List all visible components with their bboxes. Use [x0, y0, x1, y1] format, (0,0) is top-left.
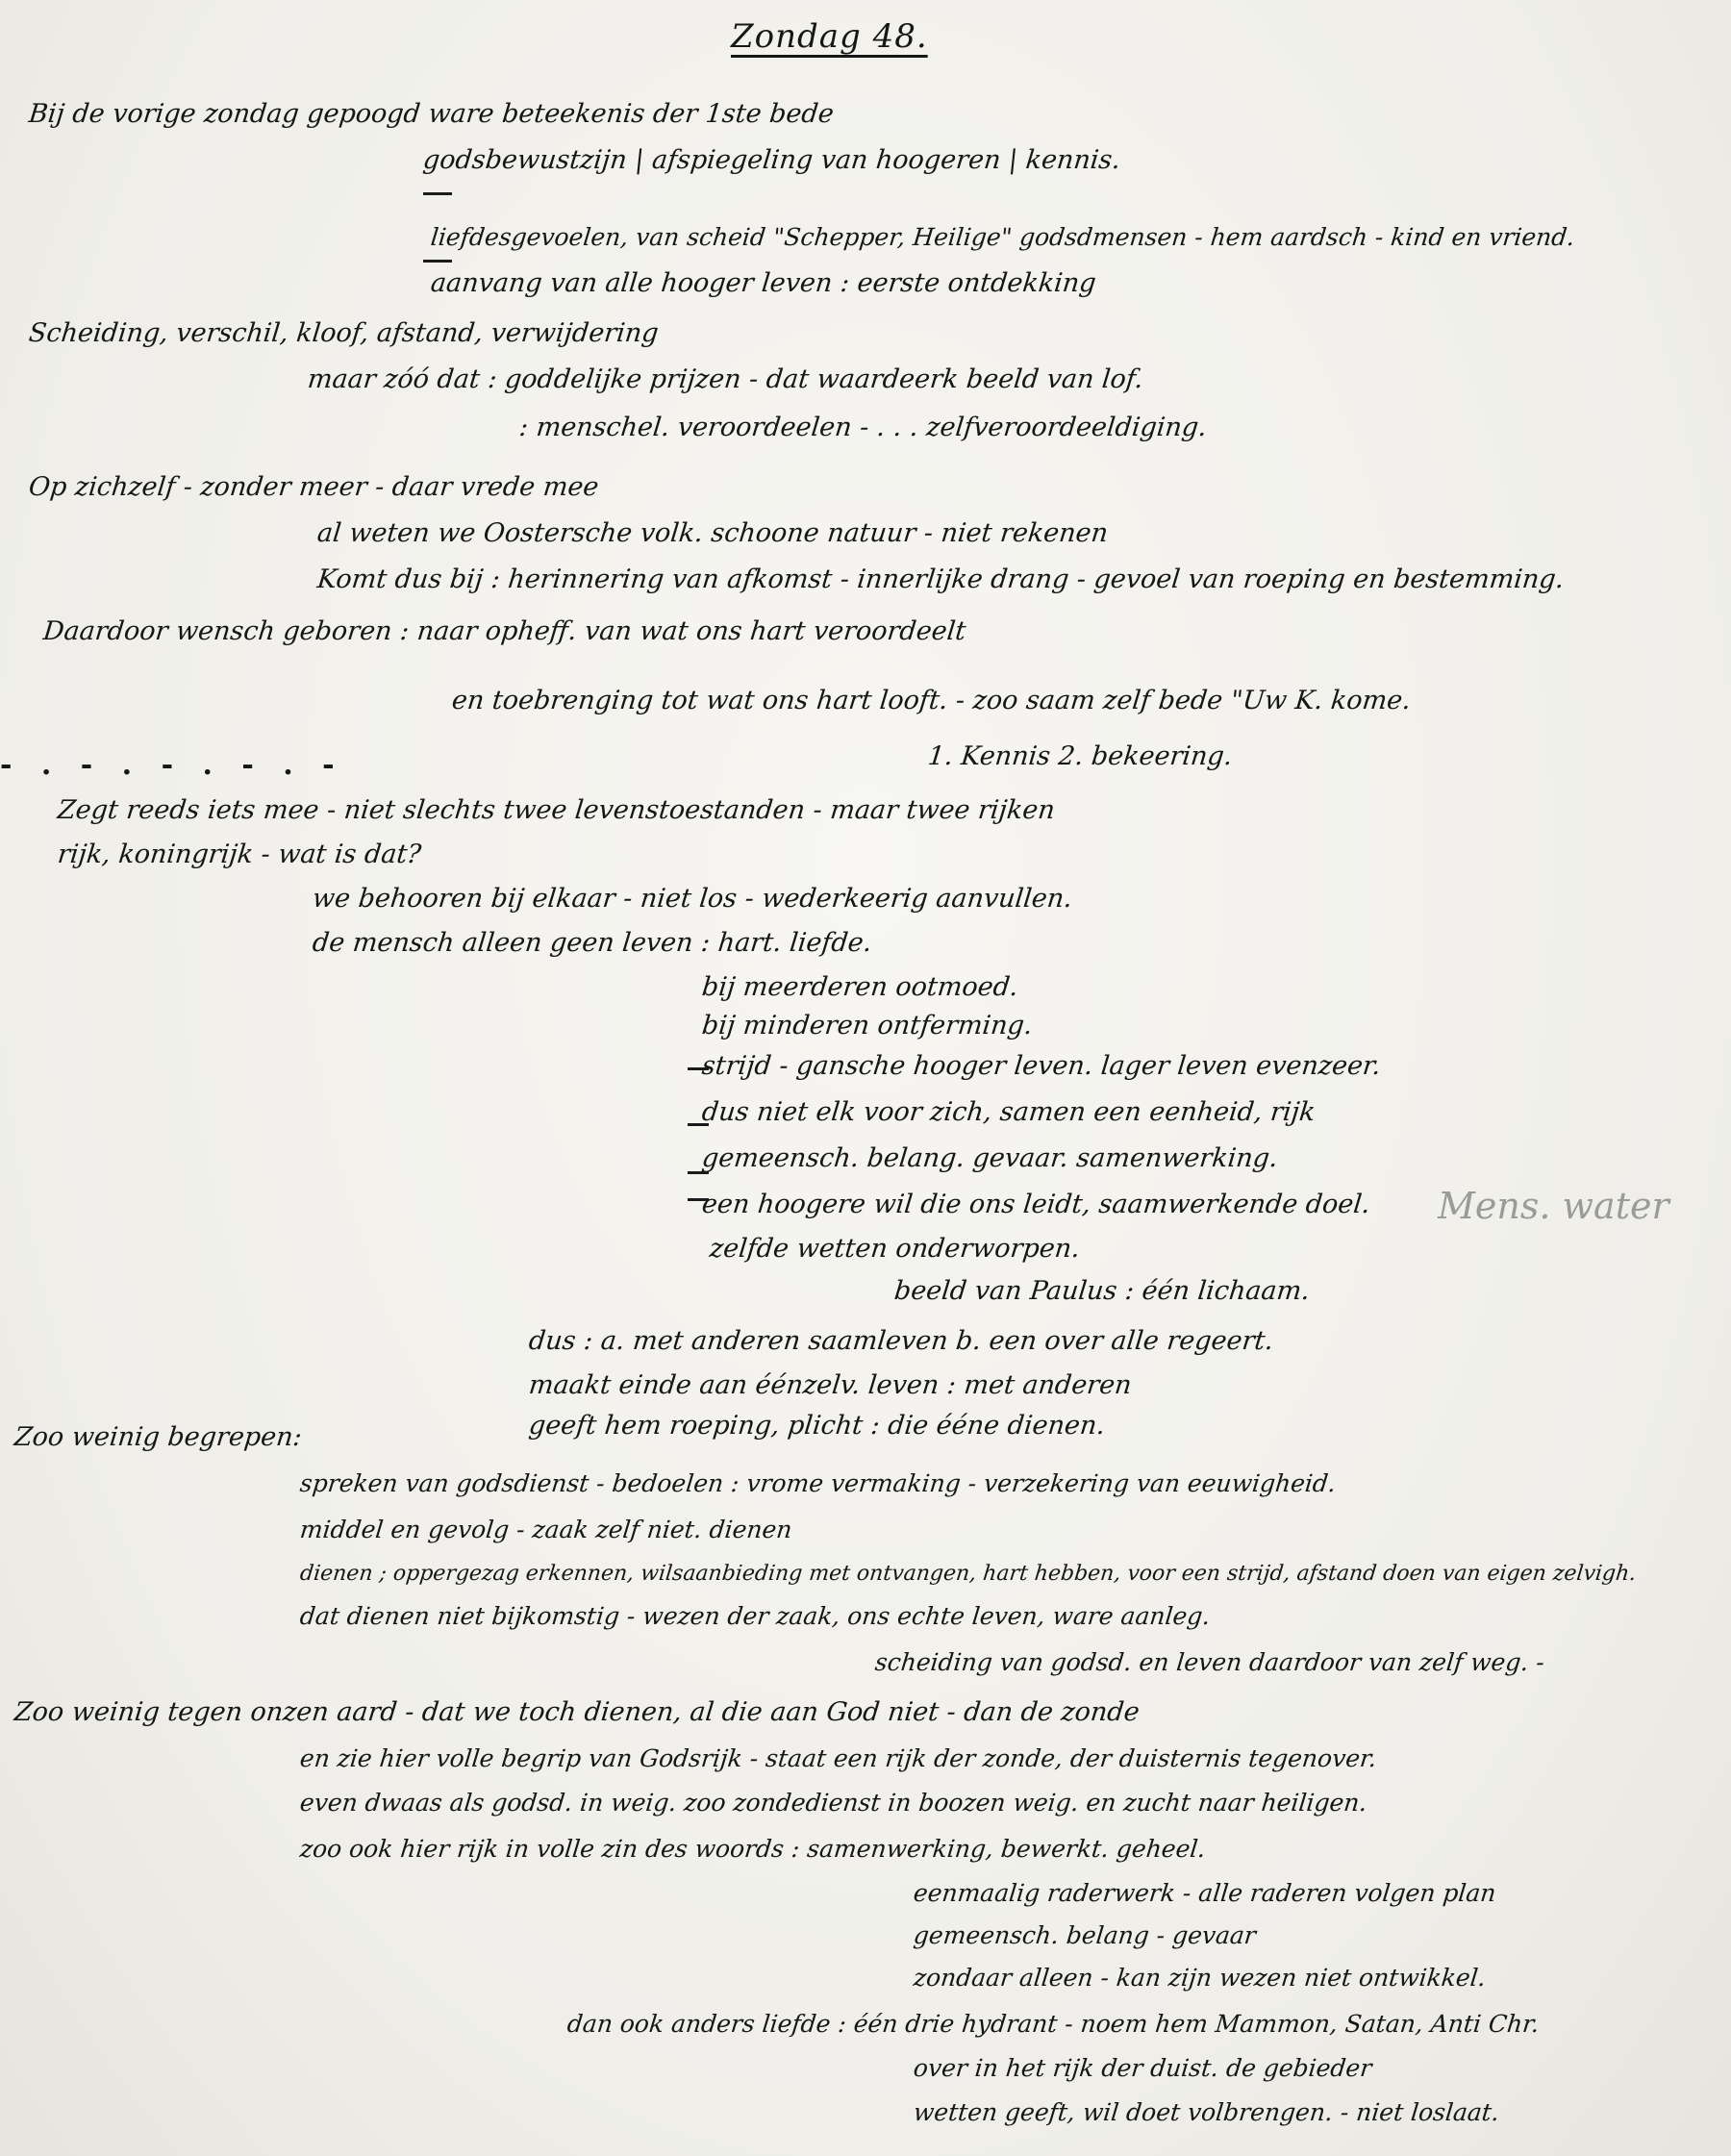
line-ootmoed: bij meerderen ootmoed. — [700, 972, 1020, 1002]
line-dat-dienen: dat dienen niet bijkomstig - wezen der zaak, ons echte leven, ware aanleg. — [298, 1602, 1212, 1630]
line-toebrenging: en toebrenging tot wat ons hart looft. - zoo saam zelf bede "Uw K. kome. — [450, 686, 1413, 715]
line-middel: middel en gevolg - zaak zelf niet. dienen — [298, 1516, 794, 1543]
line-kennis-bekeering: 1. Kennis 2. bekeering. — [926, 741, 1235, 771]
line-intro: Bij de vorige zondag gepoogd ware beteekenis der 1ste bede — [27, 99, 836, 129]
line-scheiding-godsd: scheiding van godsd. en leven daardoor van zelf weg. - — [873, 1648, 1546, 1676]
line-ontferming: bij minderen ontferming. — [700, 1011, 1035, 1040]
line-spreken: spreken van godsdienst - bedoelen : vrome vermaking - verzekering van eeuwigheid. — [298, 1469, 1338, 1497]
line-raderwerk: eenmaalig raderwerk - alle raderen volgen plan — [912, 1879, 1498, 1907]
line-scheiding: Scheiding, verschil, kloof, afstand, verwijdering — [27, 318, 661, 348]
line-daardoor: Daardoor wensch geboren : naar opheff. van wat ons hart veroordeelt — [41, 616, 967, 646]
line-zelfde-wetten: zelfde wetten onderworpen. — [708, 1234, 1082, 1264]
line-duist-gebieder: over in het rijk der duist. de gebieder — [912, 2054, 1373, 2082]
line-gemeensch: gemeensch. belang. gevaar. samenwerking. — [700, 1143, 1280, 1173]
line-al-weten: al weten we Oostersche volk. schoone natuur - niet rekenen — [315, 518, 1110, 548]
line-op-zichzelf: Op zichzelf - zonder meer - daar vrede mee — [27, 472, 601, 502]
line-even-dwaas: even dwaas als godsd. in weig. zoo zondedienst in boozen weig. en zucht naar heiligen. — [298, 1789, 1368, 1817]
line-hoogere-wil: een hoogere wil die ons leidt, saamwerkende doel. — [700, 1190, 1372, 1219]
line-we-behooren: we behooren bij elkaar - niet los - wederkeerig aanvullen. — [311, 884, 1074, 914]
line-aanvang: aanvang van alle hooger leven : eerste ontdekking — [429, 268, 1098, 298]
line-geeft-roeping: geeft hem roeping, plicht : die ééne dienen. — [527, 1411, 1107, 1441]
line-belang-gevaar: gemeensch. belang - gevaar — [912, 1921, 1258, 1949]
line-paulus: beeld van Paulus : één lichaam. — [892, 1276, 1312, 1306]
line-liefdesgevoelen: liefdesgevoelen, van scheid "Schepper, Heilige" godsdmensen - hem aardsch - kind en vriend. — [429, 223, 1576, 251]
line-rijk-volle-zin: zoo ook hier rijk in volle zin des woords : samenwerking, bewerkt. geheel. — [298, 1835, 1208, 1863]
line-rijk-koningrijk: rijk, koningrijk - wat is dat? — [56, 840, 423, 869]
line-veroordeelen: : menschel. veroordeelen - . . . zelfveroordeeldiging. — [517, 413, 1209, 442]
line-godsbewustzijn: godsbewustzijn | afspiegeling van hoogeren | kennis. — [421, 145, 1122, 175]
line-maar-zoo: maar zóó dat : goddelijke prijzen - dat waardeerk beeld van lof. — [306, 364, 1145, 394]
line-komt-dus: Komt dus bij : herinnering van afkomst - innerlijke drang - gevoel van roeping en bestemming. — [315, 564, 1566, 594]
line-zoo-weinig-begrepen: Zoo weinig begrepen: — [13, 1422, 304, 1452]
line-anders-liefde: dan ook anders liefde : één drie hydrant - noem hem Mammon, Satan, Anti Chr. — [565, 2010, 1541, 2038]
line-strijd: strijd - gansche hooger leven. lager leven evenzeer. — [700, 1051, 1383, 1081]
pencil-note: Mens. water — [1438, 1185, 1669, 1227]
section-divider: - . - . - . - . - — [0, 748, 344, 782]
line-zoo-weinig-tegen: Zoo weinig tegen onzen aard - dat we toch dienen, al die aan God niet - dan de zonde — [13, 1697, 1141, 1727]
line-wetten-geeft: wetten geeft, wil doet volbrengen. - niet loslaat. — [912, 2098, 1501, 2126]
line-dus-niet: dus niet elk voor zich, samen een eenheid, rijk — [700, 1097, 1317, 1127]
line-dus-a-b: dus : a. met anderen saamleven b. een over alle regeert. — [527, 1326, 1275, 1356]
line-godsrijk: en zie hier volle begrip van Godsrijk - staat een rijk der zonde, der duisternis tegenover. — [298, 1744, 1378, 1772]
dash-mark — [423, 192, 452, 195]
line-mensch-alleen: de mensch alleen geen leven : hart. liefde. — [311, 928, 873, 958]
page-title: Zondag 48. — [731, 17, 928, 56]
line-maakt-einde: maakt einde aan éénzelv. leven : met anderen — [527, 1370, 1134, 1400]
dash-mark — [423, 260, 452, 263]
line-zegt-reeds: Zegt reeds iets mee - niet slechts twee levenstoestanden - maar twee rijken — [56, 795, 1057, 825]
line-dienen: dienen ; oppergezag erkennen, wilsaanbieding met ontvangen, hart hebben, voor een strijd, afstand doen van eigen zelvigh. — [298, 1562, 1638, 1586]
line-zondaar-alleen: zondaar alleen - kan zijn wezen niet ontwikkel. — [912, 1964, 1488, 1992]
